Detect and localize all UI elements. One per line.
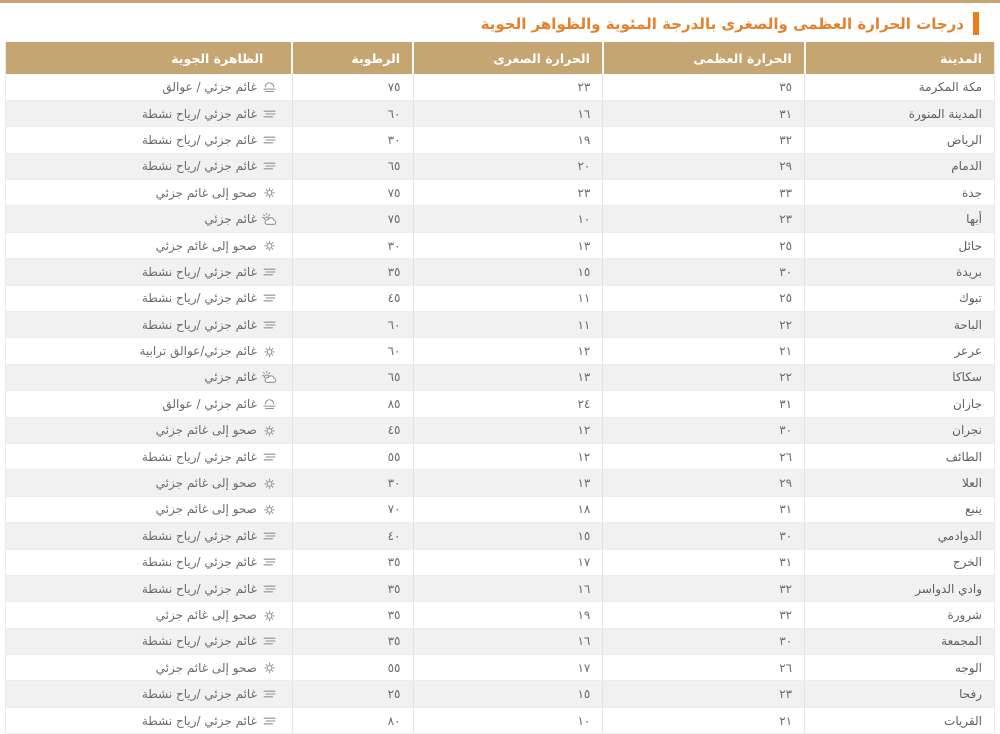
wind-icon [261, 713, 278, 728]
phenomenon-cell [6, 707, 293, 733]
max-temp-cell: ٣٢ [603, 602, 805, 628]
city-cell: العلا [805, 470, 995, 496]
table-row [6, 127, 995, 153]
table-row [6, 259, 995, 285]
table-row [6, 232, 995, 258]
phenomenon-wrap [6, 660, 278, 675]
phenomenon-wrap [6, 555, 278, 570]
phenomenon-wrap [6, 79, 278, 94]
phenomenon-wrap [6, 528, 278, 543]
humidity-cell: ٤٠ [292, 523, 413, 549]
humidity-cell: ٥٥ [292, 655, 413, 681]
table-row [6, 443, 995, 469]
table-row [6, 681, 995, 707]
haze-icon [261, 79, 278, 94]
table-row [6, 312, 995, 338]
table-row [6, 364, 995, 390]
phenomenon-cell [6, 206, 293, 232]
city-cell: نجران [805, 417, 995, 443]
table-row [6, 338, 995, 364]
humidity-cell: ٦٠ [292, 338, 413, 364]
humidity-cell: ٦٠ [292, 312, 413, 338]
min-temp-cell: ١٦ [413, 575, 603, 601]
phenomenon-cell [6, 443, 293, 469]
phenomenon-text: غائم جزئي /رياح نشطة [141, 291, 257, 306]
min-temp-cell: ١٥ [413, 259, 603, 285]
sun-icon [261, 476, 278, 491]
phenomenon-cell [6, 391, 293, 417]
max-temp-cell: ٣٠ [603, 417, 805, 443]
phenomenon-cell [6, 285, 293, 311]
phenomenon-wrap [6, 185, 278, 200]
phenomenon-text: غائم جزئي /رياح نشطة [141, 264, 257, 279]
table-row [6, 602, 995, 628]
city-cell: وادي الدواسر [805, 575, 995, 601]
title-accent-bar [973, 12, 979, 35]
humidity-cell: ٣٠ [292, 127, 413, 153]
max-temp-cell: ٢٩ [603, 153, 805, 179]
sun-icon [261, 608, 278, 623]
humidity-cell: ٣٥ [292, 549, 413, 575]
phenomenon-wrap [6, 502, 278, 517]
phenomenon-text: غائم جزئي/عوالق ترابية [139, 344, 257, 359]
phenomenon-wrap [6, 159, 278, 174]
wind-icon [261, 634, 278, 649]
max-temp-cell: ٣١ [603, 549, 805, 575]
wind-icon [261, 291, 278, 306]
min-temp-cell: ١٢ [413, 443, 603, 469]
max-temp-cell: ٢٢ [603, 364, 805, 390]
phenomenon-cell [6, 232, 293, 258]
max-temp-cell: ٢٦ [603, 655, 805, 681]
table-body [6, 74, 995, 734]
max-temp-cell: ٢٢ [603, 312, 805, 338]
table-row [6, 285, 995, 311]
city-cell: القريات [805, 707, 995, 733]
humidity-cell: ٧٥ [292, 206, 413, 232]
phenomenon-wrap [6, 238, 278, 253]
min-temp-cell: ١٥ [413, 681, 603, 707]
wind-icon [261, 449, 278, 464]
max-temp-cell: ٢٥ [603, 232, 805, 258]
column-header-city: المدينة [805, 42, 995, 74]
phenomenon-text: غائم جزئي /رياح نشطة [141, 449, 257, 464]
min-temp-cell: ١٢ [413, 417, 603, 443]
column-header-phenomenon: الظاهرة الجوية [6, 42, 293, 74]
phenomenon-cell [6, 496, 293, 522]
min-temp-cell: ١٠ [413, 707, 603, 733]
min-temp-cell: ٢٣ [413, 74, 603, 100]
phenomenon-wrap [6, 449, 278, 464]
wind-icon [261, 581, 278, 596]
phenomenon-cell [6, 417, 293, 443]
humidity-cell: ٣٥ [292, 575, 413, 601]
phenomenon-text: صحو إلى غائم جزئي [155, 185, 257, 200]
table-row [6, 655, 995, 681]
min-temp-cell: ١٧ [413, 655, 603, 681]
wind-icon [261, 106, 278, 121]
min-temp-cell: ٢٤ [413, 391, 603, 417]
phenomenon-cell [6, 470, 293, 496]
humidity-cell: ٤٥ [292, 285, 413, 311]
phenomenon-text: غائم جزئي / عوالق [162, 79, 257, 94]
phenomenon-wrap [6, 344, 278, 359]
min-temp-cell: ١٥ [413, 523, 603, 549]
sun-icon [261, 660, 278, 675]
phenomenon-text: صحو إلى غائم جزئي [155, 238, 257, 253]
city-cell: جازان [805, 391, 995, 417]
sun-icon [261, 185, 278, 200]
max-temp-cell: ٢٣ [603, 681, 805, 707]
table-row [6, 575, 995, 601]
table-row [6, 496, 995, 522]
phenomenon-cell [6, 100, 293, 126]
phenomenon-cell [6, 312, 293, 338]
wind-icon [261, 528, 278, 543]
phenomenon-wrap [6, 687, 278, 702]
max-temp-cell: ٣١ [603, 391, 805, 417]
humidity-cell: ٣٠ [292, 470, 413, 496]
city-cell: جدة [805, 180, 995, 206]
humidity-cell: ٦٥ [292, 364, 413, 390]
phenomenon-text: صحو إلى غائم جزئي [155, 660, 257, 675]
cloud-sun-icon [261, 370, 278, 385]
table-row [6, 523, 995, 549]
weather-table [5, 42, 995, 734]
min-temp-cell: ١١ [413, 285, 603, 311]
phenomenon-cell [6, 364, 293, 390]
phenomenon-cell [6, 74, 293, 100]
phenomenon-wrap [6, 132, 278, 147]
city-cell: عرعر [805, 338, 995, 364]
humidity-cell: ٣٥ [292, 259, 413, 285]
table-row [6, 628, 995, 654]
humidity-cell: ٢٥ [292, 681, 413, 707]
phenomenon-wrap [6, 106, 278, 121]
cloud-sun-icon [261, 212, 278, 227]
phenomenon-cell [6, 655, 293, 681]
wind-icon [261, 555, 278, 570]
column-header-max-temp: الحرارة العظمى [603, 42, 805, 74]
phenomenon-text: غائم جزئي /رياح نشطة [141, 634, 257, 649]
phenomenon-text: غائم جزئي /رياح نشطة [141, 159, 257, 174]
phenomenon-wrap [6, 713, 278, 728]
city-cell: المجمعة [805, 628, 995, 654]
phenomenon-text: غائم جزئي /رياح نشطة [141, 687, 257, 702]
phenomenon-text: غائم جزئي /رياح نشطة [141, 528, 257, 543]
city-cell: أبها [805, 206, 995, 232]
phenomenon-wrap [6, 264, 278, 279]
humidity-cell: ٨٠ [292, 707, 413, 733]
phenomenon-cell [6, 681, 293, 707]
max-temp-cell: ٣٣ [603, 180, 805, 206]
max-temp-cell: ٣١ [603, 496, 805, 522]
max-temp-cell: ٣٥ [603, 74, 805, 100]
city-cell: الخرج [805, 549, 995, 575]
phenomenon-text: غائم جزئي [204, 370, 257, 385]
humidity-cell: ٧٥ [292, 180, 413, 206]
wind-icon [261, 132, 278, 147]
humidity-cell: ٦٥ [292, 153, 413, 179]
table-row [6, 153, 995, 179]
phenomenon-cell [6, 180, 293, 206]
max-temp-cell: ٣٠ [603, 628, 805, 654]
sun-icon [261, 423, 278, 438]
phenomenon-text: غائم جزئي /رياح نشطة [141, 317, 257, 332]
phenomenon-cell [6, 523, 293, 549]
phenomenon-cell [6, 338, 293, 364]
city-cell: بريدة [805, 259, 995, 285]
phenomenon-text: غائم جزئي /رياح نشطة [141, 132, 257, 147]
max-temp-cell: ٣١ [603, 100, 805, 126]
max-temp-cell: ٢٥ [603, 285, 805, 311]
min-temp-cell: ١٧ [413, 549, 603, 575]
min-temp-cell: ١٦ [413, 100, 603, 126]
phenomenon-wrap [6, 317, 278, 332]
table-row [6, 549, 995, 575]
phenomenon-cell [6, 127, 293, 153]
table-row [6, 100, 995, 126]
phenomenon-cell [6, 153, 293, 179]
table-row [6, 180, 995, 206]
humidity-cell: ٧٠ [292, 496, 413, 522]
wind-icon [261, 317, 278, 332]
min-temp-cell: ٢٠ [413, 153, 603, 179]
table-row [6, 707, 995, 733]
city-cell: الدمام [805, 153, 995, 179]
min-temp-cell: ١٣ [413, 232, 603, 258]
phenomenon-text: غائم جزئي /رياح نشطة [141, 106, 257, 121]
phenomenon-text: صحو إلى غائم جزئي [155, 476, 257, 491]
table-row [6, 417, 995, 443]
phenomenon-text: غائم جزئي / عوالق [162, 396, 257, 411]
phenomenon-text: صحو إلى غائم جزئي [155, 423, 257, 438]
table-row [6, 470, 995, 496]
phenomenon-wrap [6, 608, 278, 623]
table-header-row [6, 42, 995, 74]
phenomenon-text: غائم جزئي /رياح نشطة [141, 581, 257, 596]
city-cell: الدوادمي [805, 523, 995, 549]
sun-icon [261, 502, 278, 517]
phenomenon-cell [6, 602, 293, 628]
column-header-min-temp: الحرارة الصغرى [413, 42, 603, 74]
phenomenon-wrap [6, 476, 278, 491]
phenomenon-wrap [6, 634, 278, 649]
phenomenon-text: غائم جزئي /رياح نشطة [141, 713, 257, 728]
max-temp-cell: ٣٠ [603, 523, 805, 549]
humidity-cell: ٣٠ [292, 232, 413, 258]
sun-icon [261, 238, 278, 253]
max-temp-cell: ٢٦ [603, 443, 805, 469]
min-temp-cell: ١٩ [413, 602, 603, 628]
phenomenon-wrap [6, 212, 278, 227]
page-title: درجات الحرارة العظمى والصغرى بالدرجة المئوية والظواهر الجوية [480, 14, 964, 33]
max-temp-cell: ٢١ [603, 707, 805, 733]
phenomenon-wrap [6, 291, 278, 306]
humidity-cell: ٤٥ [292, 417, 413, 443]
phenomenon-wrap [6, 581, 278, 596]
min-temp-cell: ١٢ [413, 338, 603, 364]
min-temp-cell: ١٦ [413, 628, 603, 654]
max-temp-cell: ٣٠ [603, 259, 805, 285]
phenomenon-text: صحو إلى غائم جزئي [155, 608, 257, 622]
city-cell: سكاكا [805, 364, 995, 390]
city-cell: المدينة المنورة [805, 100, 995, 126]
phenomenon-text: غائم جزئي /رياح نشطة [141, 555, 257, 570]
min-temp-cell: ١٣ [413, 364, 603, 390]
phenomenon-cell [6, 628, 293, 654]
min-temp-cell: ١٨ [413, 496, 603, 522]
humidity-cell: ٥٥ [292, 443, 413, 469]
phenomenon-cell [6, 259, 293, 285]
phenomenon-cell [6, 549, 293, 575]
wind-icon [261, 159, 278, 174]
city-cell: الباحة [805, 312, 995, 338]
table-row [6, 206, 995, 232]
table-row [6, 74, 995, 100]
table-row [6, 391, 995, 417]
max-temp-cell: ٣٢ [603, 575, 805, 601]
humidity-cell: ٣٥ [292, 628, 413, 654]
haze-icon [261, 396, 278, 411]
city-cell: حائل [805, 232, 995, 258]
max-temp-cell: ٣٢ [603, 127, 805, 153]
wind-icon [261, 687, 278, 702]
wind-icon [261, 264, 278, 279]
min-temp-cell: ١٠ [413, 206, 603, 232]
city-cell: تبوك [805, 285, 995, 311]
city-cell: شرورة [805, 602, 995, 628]
max-temp-cell: ٢١ [603, 338, 805, 364]
min-temp-cell: ١١ [413, 312, 603, 338]
min-temp-cell: ١٩ [413, 127, 603, 153]
humidity-cell: ٣٥ [292, 602, 413, 628]
phenomenon-text: غائم جزئي [204, 212, 257, 227]
humidity-cell: ٦٠ [292, 100, 413, 126]
phenomenon-wrap [6, 370, 278, 385]
min-temp-cell: ٢٣ [413, 180, 603, 206]
max-temp-cell: ٢٩ [603, 470, 805, 496]
max-temp-cell: ٢٣ [603, 206, 805, 232]
humidity-cell: ٧٥ [292, 74, 413, 100]
humidity-cell: ٨٥ [292, 391, 413, 417]
city-cell: رفحا [805, 681, 995, 707]
title-row [0, 3, 1000, 42]
column-header-humidity: الرطوبة [292, 42, 413, 74]
city-cell: ينبع [805, 496, 995, 522]
phenomenon-cell [6, 575, 293, 601]
city-cell: الوجه [805, 655, 995, 681]
city-cell: الطائف [805, 443, 995, 469]
phenomenon-wrap [6, 396, 278, 411]
phenomenon-text: صحو إلى غائم جزئي [155, 502, 257, 517]
sun-icon [261, 344, 278, 359]
phenomenon-wrap [6, 423, 278, 438]
city-cell: مكة المكرمة [805, 74, 995, 100]
city-cell: الرياض [805, 127, 995, 153]
min-temp-cell: ١٣ [413, 470, 603, 496]
